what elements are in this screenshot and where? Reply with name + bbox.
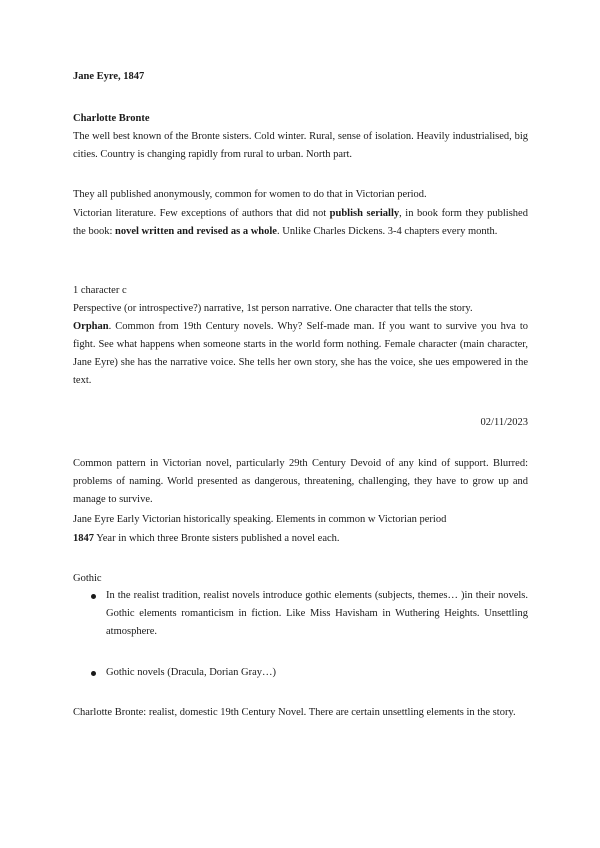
year-bold: 1847 (73, 533, 94, 544)
publish-serially-bold: publish serially (329, 208, 400, 219)
author-heading: Charlotte Bronte (73, 113, 150, 124)
year-line: 1847 Year in which three Bronte sisters published a novel each. (73, 533, 340, 544)
list-item: In the realist tradition, realist novels introduce gothic elements (subjects, themes… )in their novels. Gothic elements romanticism in fiction. Like Miss Havisham in Wuthering Heights. Unsettling atmosphere. (73, 587, 528, 641)
publishing-line: They all published anonymously, common for women to do that in Victorian period. (73, 189, 427, 200)
lecture-date: 02/11/2023 (480, 417, 528, 428)
orphan-bold: Orphan (73, 321, 109, 332)
bullet-icon (91, 594, 96, 599)
author-paragraph: The well best known of the Bronte sisters. Cold winter. Rural, sense of isolation. Heavily industrialised, big cities. Country is changing rapidly from rural to urban. North part. (73, 131, 528, 160)
narrative-line: Perspective (or introspective?) narrative, 1st person narrative. One character that tells the story. (73, 303, 473, 314)
early-victorian-line: Jane Eyre Early Victorian historically speaking. Elements in common w Victorian period (73, 514, 447, 525)
orphan-paragraph: Orphan. Common from 19th Century novels. Why? Self-made man. If you want to survive you hva to fight. See what happens when someone starts in the world form nothing. Female character (main character, Jane Eyre) she has the narrative voice. She tells her own story, she has the voice, she ues empowered in the text. (73, 321, 528, 386)
novel-whole-bold: novel written and revised as a whole (115, 226, 277, 237)
document-title: Jane Eyre, 1847 (73, 71, 145, 82)
gothic-heading: Gothic (73, 573, 102, 584)
publishing-paragraph: Victorian literature. Few exceptions of authors that did not publish serially, in book form they published the book: novel written and revised as a whole. Unlike Charles Dickens. 3-4 chapters every month. (73, 208, 528, 237)
closing-paragraph: Charlotte Bronte: realist, domestic 19th Century Novel. There are certain unsettling elements in the story. (73, 707, 516, 718)
gothic-list-2 (73, 664, 528, 682)
victorian-paragraph: Common pattern in Victorian novel, particularly 29th Century Devoid of any kind of support. Blurred: problems of naming. World presented as dangerous, threatening, challenging, they have to grow up and manage to survive. (73, 458, 528, 505)
gothic-list (73, 587, 528, 641)
list-item: Gothic novels (Dracula, Dorian Gray…) (73, 664, 528, 682)
bullet-icon (91, 671, 96, 676)
character-heading: 1 character c (73, 285, 127, 296)
